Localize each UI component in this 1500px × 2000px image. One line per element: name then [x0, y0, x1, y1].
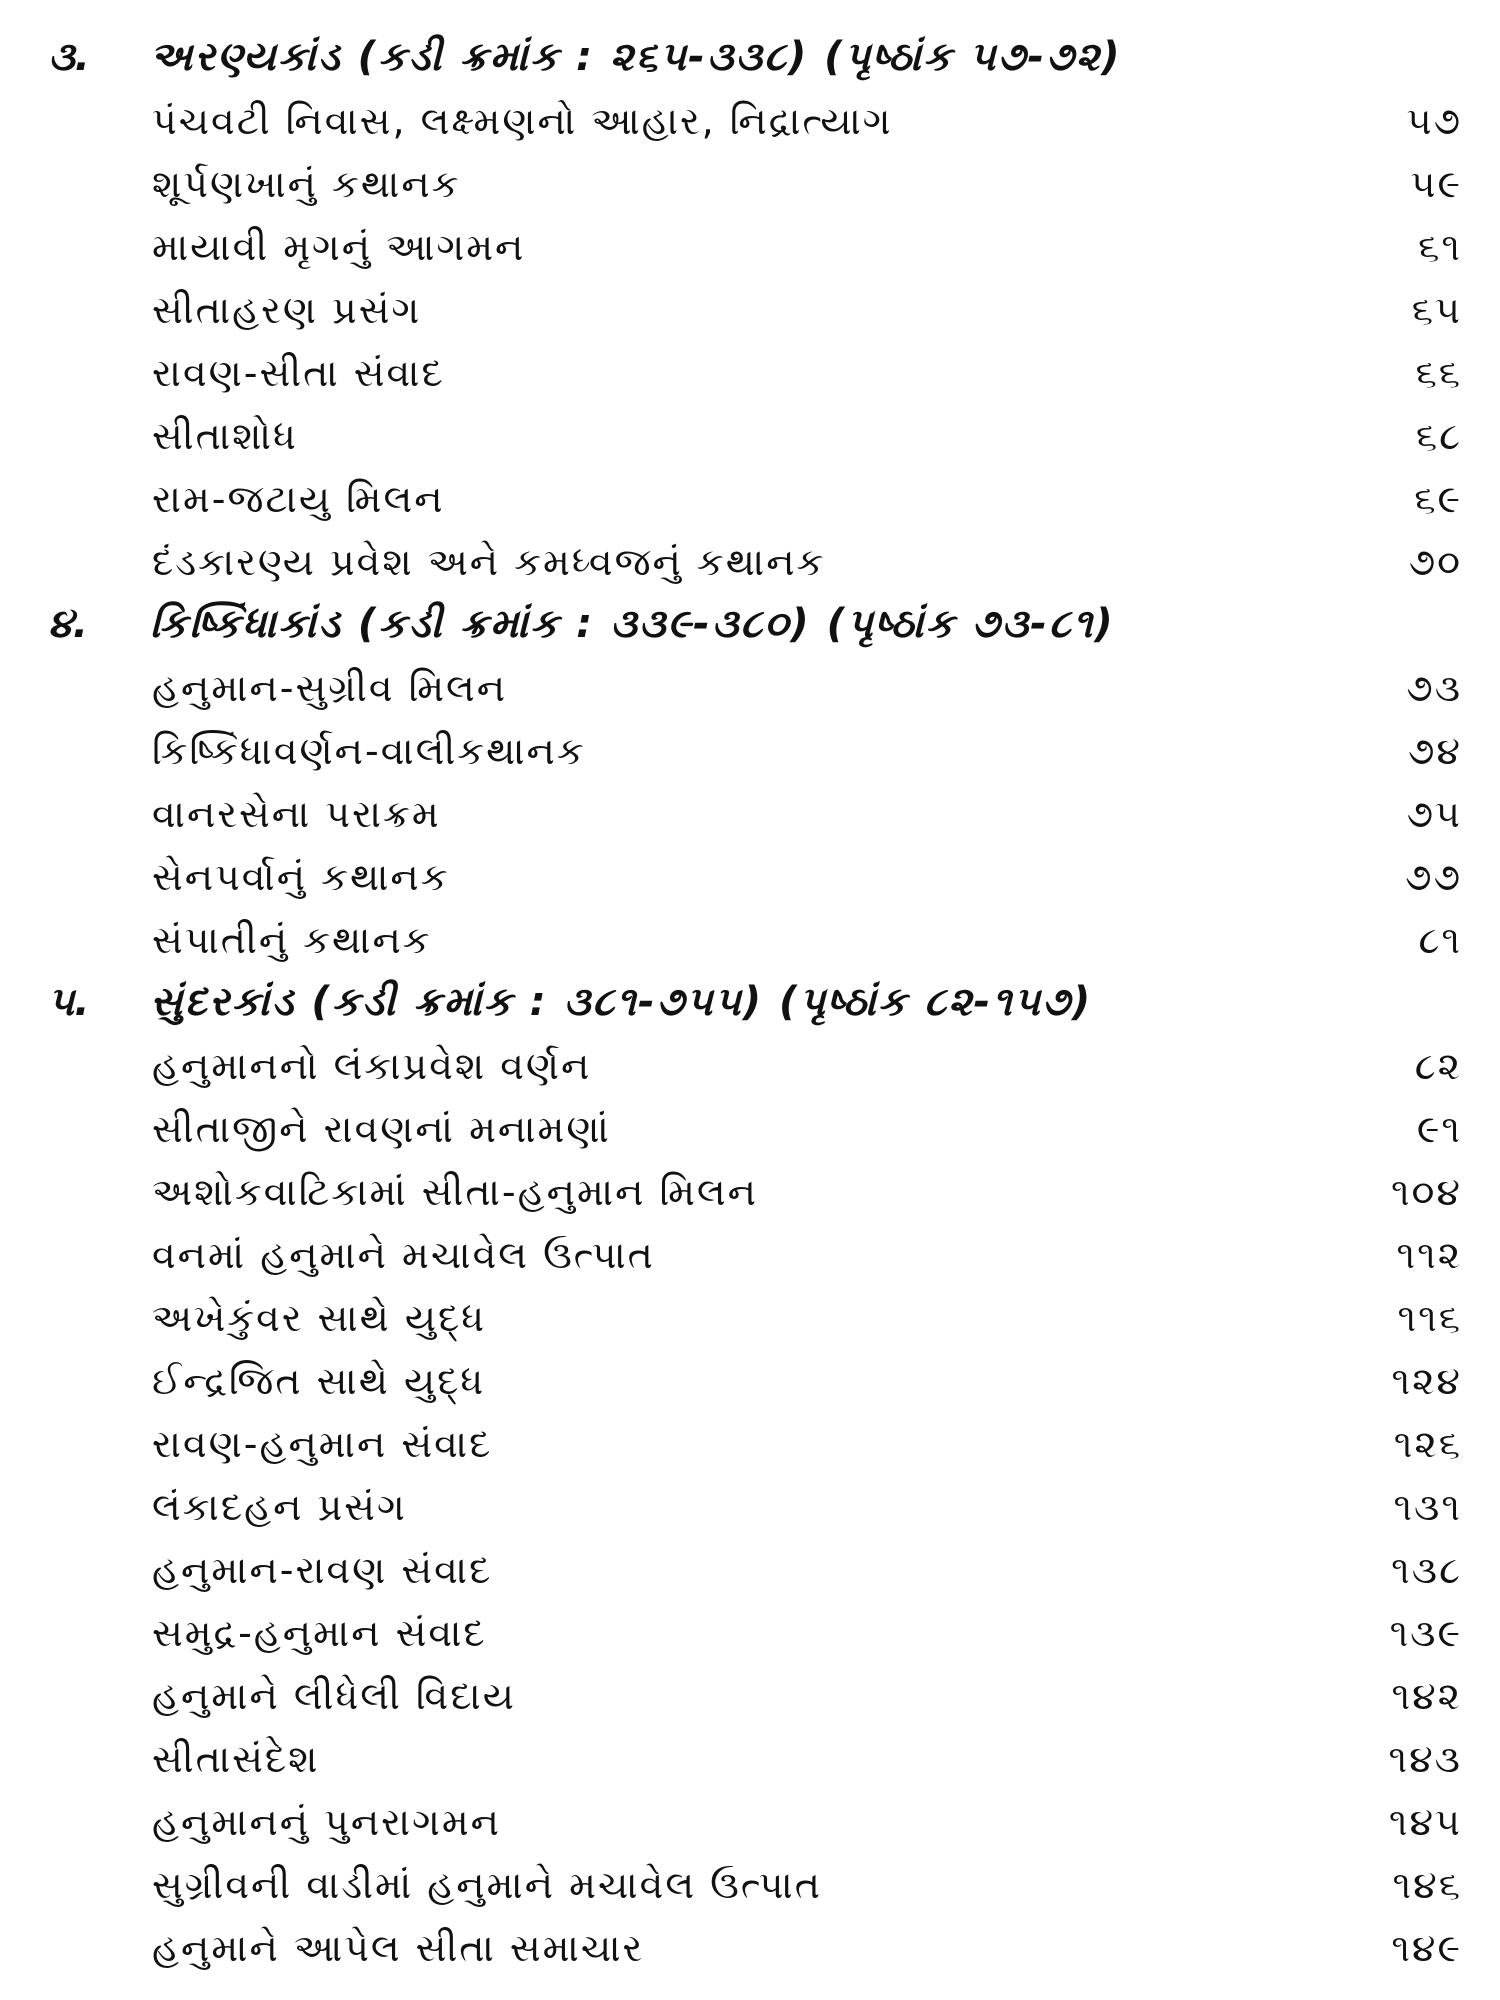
- toc-entry: [0, 1855, 1500, 1918]
- entry-title: રાવણ-સીતા સંવાદ: [152, 351, 445, 395]
- entry-title: માયાવી મૃગનું આગમન: [152, 225, 526, 269]
- entry-page-number: ૭૪: [1408, 729, 1462, 773]
- entry-page-number: ૧૨૪: [1391, 1359, 1462, 1403]
- toc-entry: [0, 1477, 1500, 1540]
- entry-title: સીતાહરણ પ્રસંગ: [152, 288, 422, 332]
- entry-title: રામ-જટાયુ મિલન: [152, 477, 445, 521]
- entry-page-number: ૧૪૩: [1388, 1737, 1462, 1781]
- toc-entry: [0, 406, 1500, 469]
- entry-page-number: ૯૧: [1416, 1107, 1462, 1151]
- entry-page-number: ૬૮: [1415, 414, 1462, 458]
- toc-entry: [0, 1162, 1500, 1225]
- entry-title: હનુમાનનું પુનરાગમન: [152, 1800, 501, 1844]
- entry-title: સંપાતીનું કથાનક: [152, 918, 432, 962]
- entry-title: કિષ્કિંધાવર્ણન-વાલીકથાનક: [152, 729, 586, 773]
- entry-page-number: ૧૨૬: [1393, 1422, 1462, 1466]
- entry-page-number: ૭૫: [1406, 792, 1462, 836]
- entry-title: હનુમાન-રાવણ સંવાદ: [152, 1548, 493, 1592]
- section-title: સુંદરકાંડ (કડી ક્રમાંક : ૩૮૧-૭૫૫) (પૃષ્ઠાંક ૮૨-૧૫૭): [150, 979, 1093, 1025]
- entry-title: હનુમાને લીધેલી વિદાય: [152, 1674, 516, 1718]
- entry-page-number: ૬૬: [1415, 351, 1462, 395]
- entry-title: દંડકારણ્ય પ્રવેશ અને કમધ્વજનું કથાનક: [152, 540, 826, 584]
- toc-entry: [0, 1036, 1500, 1099]
- entry-title: સીતાસંદેશ: [152, 1737, 320, 1781]
- entry-title: અખેકુંવર સાથે યુદ્ધ: [152, 1296, 487, 1340]
- toc-entry: [0, 1603, 1500, 1666]
- entry-title: હનુમાન-સુગ્રીવ મિલન: [152, 666, 508, 710]
- entry-page-number: ૧૩૧: [1393, 1485, 1462, 1529]
- toc-entry: [0, 217, 1500, 280]
- entry-page-number: ૭૦: [1408, 540, 1462, 584]
- section-title: કિષ્કિંધાકાંડ (કડી ક્રમાંક : ૩૩૯-૩૮૦) (પૃષ્ઠાંક ૭૩-૮૧): [150, 601, 1115, 647]
- section-title: અરણ્યકાંડ (કડી ક્રમાંક : ૨૬૫-૩૩૮) (પૃષ્ઠાંક ૫૭-૭૨): [150, 34, 1122, 80]
- section-number: ૪.: [48, 601, 88, 647]
- entry-page-number: ૬૯: [1414, 477, 1462, 521]
- entry-title: રાવણ-હનુમાન સંવાદ: [152, 1422, 493, 1466]
- toc-entry: [0, 1288, 1500, 1351]
- toc-entry: [0, 1414, 1500, 1477]
- entry-title: હનુમાને આપેલ સીતા સમાચાર: [152, 1926, 645, 1970]
- entry-page-number: ૬૫: [1411, 288, 1462, 332]
- toc-entry: [0, 910, 1500, 973]
- entry-page-number: ૧૪૨: [1391, 1674, 1462, 1718]
- toc-entry: [0, 1666, 1500, 1729]
- toc-entry: [0, 658, 1500, 721]
- entry-title: સમુદ્ર-હનુમાન સંવાદ: [152, 1611, 487, 1655]
- toc-entry: [0, 1351, 1500, 1414]
- entry-page-number: ૧૧૬: [1397, 1296, 1462, 1340]
- toc-entry: [0, 154, 1500, 217]
- entry-title: સેનપર્વાનું કથાનક: [152, 855, 450, 899]
- entry-title: અશોકવાટિકામાં સીતા-હનુમાન મિલન: [152, 1170, 758, 1214]
- toc-entry: [0, 280, 1500, 343]
- entry-title: સીતાશોધ: [152, 414, 298, 458]
- entry-page-number: ૫૭: [1406, 99, 1462, 143]
- entry-page-number: ૧૪૯: [1391, 1926, 1462, 1970]
- toc-entry: [0, 1792, 1500, 1855]
- entry-page-number: ૧૩૮: [1391, 1548, 1462, 1592]
- entry-title: સીતાજીને રાવણનાં મનામણાં: [152, 1107, 611, 1151]
- entry-page-number: ૬૧: [1418, 225, 1462, 269]
- entry-page-number: ૧૧૨: [1396, 1233, 1462, 1277]
- toc-entry: [0, 784, 1500, 847]
- toc-entry: [0, 847, 1500, 910]
- entry-title: પંચવટી નિવાસ, લક્ષ્મણનો આહાર, નિદ્રાત્યાગ: [152, 99, 893, 143]
- toc-entry: [0, 1225, 1500, 1288]
- entry-page-number: ૭૭: [1405, 855, 1462, 899]
- toc-entry: [0, 1918, 1500, 1981]
- toc-entry: [0, 721, 1500, 784]
- entry-page-number: ૧૩૯: [1389, 1611, 1462, 1655]
- section-heading: [0, 28, 1500, 91]
- entry-page-number: ૧૦૪: [1390, 1170, 1462, 1214]
- entry-page-number: ૫૯: [1410, 162, 1462, 206]
- toc-entry: [0, 1729, 1500, 1792]
- entry-title: શૂર્પણખાનું કથાનક: [152, 162, 461, 206]
- entry-title: સુગ્રીવની વાડીમાં હનુમાને મચાવેલ ઉત્પાત: [152, 1863, 822, 1907]
- section-number: ૩.: [48, 34, 90, 80]
- entry-title: હનુમાનનો લંકાપ્રવેશ વર્ણન: [152, 1044, 592, 1088]
- table-of-contents: [0, 28, 1500, 1981]
- section-heading: [0, 973, 1500, 1036]
- toc-entry: [0, 1540, 1500, 1603]
- entry-title: વનમાં હનુમાને મચાવેલ ઉત્પાત: [152, 1233, 655, 1277]
- entry-title: ઈન્દ્રજિત સાથે યુદ્ધ: [152, 1359, 486, 1403]
- toc-entry: [0, 1099, 1500, 1162]
- section-heading: [0, 595, 1500, 658]
- entry-title: વાનરસેના પરાક્રમ: [152, 792, 441, 836]
- entry-page-number: ૧૪૫: [1388, 1800, 1462, 1844]
- entry-page-number: ૧૪૬: [1392, 1863, 1462, 1907]
- section-number: ૫.: [48, 979, 90, 1025]
- toc-entry: [0, 343, 1500, 406]
- entry-title: લંકાદહન પ્રસંગ: [152, 1485, 407, 1529]
- entry-page-number: ૮૨: [1414, 1044, 1462, 1088]
- toc-entry: [0, 532, 1500, 595]
- toc-entry: [0, 469, 1500, 532]
- entry-page-number: ૭૩: [1406, 666, 1462, 710]
- toc-entry: [0, 91, 1500, 154]
- entry-page-number: ૮૧: [1418, 918, 1462, 962]
